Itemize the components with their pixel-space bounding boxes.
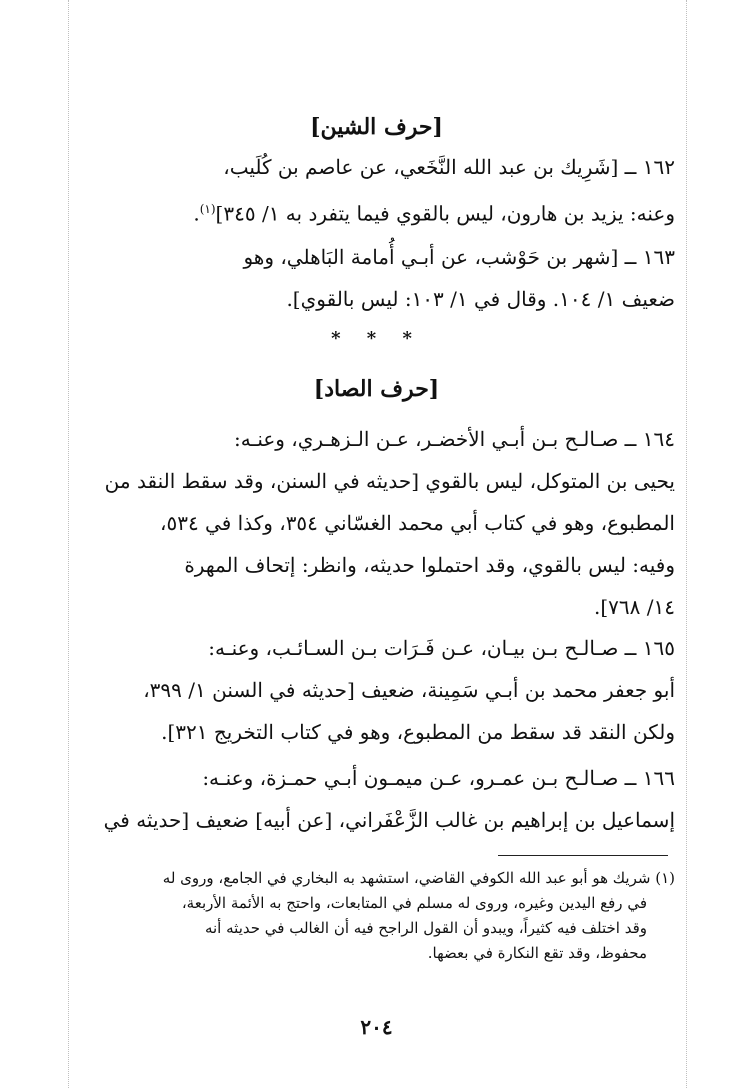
entry-162-line-2: [78, 188, 675, 235]
entry-166-line-1: ١٦٦ ــ صـالـح بـن عمـرو، عـن ميمـون أبـي حمـزة، وعنـه:: [202, 766, 675, 790]
page-number: ٢٠٤: [360, 1015, 393, 1039]
binding-edge-line: [68, 0, 69, 1088]
footnote-block: [76, 866, 675, 966]
entry-164-line-2: يحيى بن المتوكل، ليس بالقوي [حديثه في السنن، وقد سقط النقد من: [104, 469, 675, 493]
entry-164-line-3: المطبوع، وهو في كتاب أبي محمد الغسّاني ٣٥٤، وكذا في ٥٣٤،: [159, 511, 675, 535]
entry-164-line-1: ١٦٤ ــ صـالـح بـن أبـي الأخضـر، عـن الـزهـري، وعنـه:: [234, 427, 675, 451]
section-heading-shin: [حرف الشين]: [310, 114, 443, 140]
section-heading-sad: [حرف الصاد]: [313, 376, 440, 402]
entry-163: [78, 236, 675, 320]
entry-165-line-2: أبو جعفر محمد بن أبـي سَمِينة، ضعيف [حديثه في السنن ١/ ٣٩٩،: [143, 678, 675, 702]
entry-166-line-2: إسماعيل بن إبراهيم بن غالب الزَّعْفَراني، [عن أبيه] ضعيف [حديثه في: [103, 808, 675, 832]
entry-162-end: .: [193, 201, 200, 226]
entry-165: [78, 627, 675, 753]
binding-edge-line: [686, 0, 687, 1088]
footnote-divider: [498, 855, 668, 856]
footnote-line-1: (١) شريك هو أبو عبد الله الكوفي القاضي، استشهد به البخاري في الجامع، وروى له: [162, 869, 675, 887]
footnote-reference: (١): [199, 202, 216, 216]
entry-162: [78, 146, 675, 235]
entry-163-line-1: ١٦٣ ــ [شهر بن حَوْشب، عن أبـي أُمامة البَاهلي، وهو: [243, 245, 675, 269]
entry-166: [78, 757, 675, 841]
entry-165-line-1: ١٦٥ ــ صـالـح بـن بيـان، عـن فَـرَات بـن السـائـب، وعنـه:: [208, 636, 675, 660]
entry-163-line-2: ضعيف ١/ ١٠٤. وقال في ١/ ١٠٣: ليس بالقوي].: [286, 287, 675, 311]
footnote-line-3: وقد اختلف فيه كثيراً، ويبدو أن القول الراجح فيه أن الغالب في حديثه أنه: [204, 919, 647, 937]
entry-164-line-5: ١٤/ ٧٦٨].: [594, 595, 675, 619]
entry-165-line-3: ولكن النقد قد سقط من المطبوع، وهو في كتاب التخريج ٣٢١].: [161, 720, 675, 744]
entry-162-line-1: ١٦٢ ــ [شَرِيك بن عبد الله النَّخَعي، عن عاصم بن كُلَيب،: [223, 155, 675, 179]
entry-164-line-4: وفيه: ليس بالقوي، وقد احتملوا حديثه، وانظر: إتحاف المهرة: [184, 553, 675, 577]
entry-162-text: وعنه: يزيد بن هارون، ليس بالقوي فيما يتفرد به ١/ ٣٤٥]: [215, 201, 675, 226]
entry-164: [78, 418, 675, 628]
footnote-line-2: في رفع اليدين وغيره، وروى له مسلم في المتابعات، واحتج به الأئمة الأربعة،: [181, 894, 647, 912]
section-separator: * * *: [331, 328, 422, 349]
footnote-line-4: محفوظ، وقد تقع النكارة في بعضها.: [427, 944, 647, 962]
